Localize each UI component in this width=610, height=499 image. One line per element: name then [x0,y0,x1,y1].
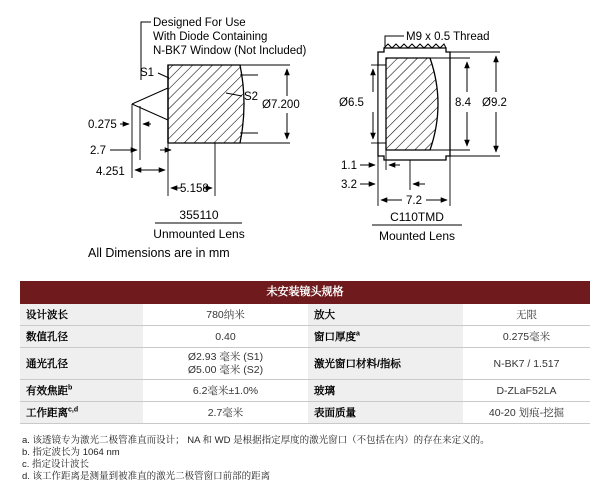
footnote-marker: c,d [68,406,79,414]
spec-value: 0.275毫米 [463,326,590,348]
spec-value: 6.2毫米±1.0% [143,380,308,402]
clear-aperture-s2: Ø5.00 毫米 (S2) [187,363,264,376]
s1-label: S1 [140,67,155,79]
table-row [20,304,590,326]
lens-offset-label: 3.2 [341,179,357,191]
spec-label: 窗口厚度$^a$ [308,326,463,348]
unmounted-caption: Unmounted Lens [153,227,245,241]
thread-label: M9 x 0.5 Thread [406,31,490,43]
back-focal-label: 4.251 [96,166,125,178]
spec-label: 表面质量 [308,402,463,424]
footnote-c: c. 指定设计波长 [22,459,90,470]
spec-value: 40-20 划痕-挖掘 [463,402,590,424]
working-distance-label: 2.7 [90,145,106,157]
spec-value: N-BK7 / 1.517 [463,348,590,380]
spec-value: 2.7毫米 [143,402,308,424]
mounted-caption: Mounted Lens [378,229,456,243]
footnote-b: b. 指定波长为 1064 nm [22,447,120,458]
spec-value: 无限 [463,304,590,326]
table-row [20,380,590,402]
unmounted-part-number: 355110 [179,208,219,222]
footnote-d: d. 该工作距离是测量到被准直的激光二极管窗口前部的距离 [22,471,271,482]
unmounted-lens-body [168,65,244,143]
unmounted-diameter-label: Ø7.200 [262,99,300,111]
table-row [20,402,590,424]
spec-label: 工作距离$^{c,d}$ [20,402,143,424]
mounted-part-number: C110TMD [390,210,444,224]
clear-aperture-s1: Ø2.93 毫米 (S1) [187,350,264,363]
spec-label: 设计波长 [20,304,143,326]
lens-length-label: 5.158 [180,183,209,195]
spec-label: 有效焦距$^b$ [20,380,143,402]
mounted-lens-body [386,58,438,150]
spec-value: 780纳米 [143,304,308,326]
designed-note-line-1: Designed For Use [153,17,246,29]
footnote-a: a. 该透镜专为激光二极管准直而设计； NA 和 WD 是根据指定厚度的激光窗口（不包括在内）的存在来定义的。 [22,435,490,446]
bore-diameter-label: Ø6.5 [339,97,364,109]
units-note: All Dimensions are in mm [88,246,230,260]
mount-diameter-label: Ø9.2 [482,97,507,109]
flange-label: 1.1 [341,160,357,172]
table-row [20,348,590,380]
designed-note-line-2: With Diode Containing [153,31,268,43]
footnote-marker: b [68,384,73,392]
spec-value [143,348,308,380]
specs-table [20,281,590,424]
footnote-marker: a [356,330,360,338]
spec-value: D-ZLaF52LA [463,380,590,402]
spec-label: 激光窗口材料/指标 [308,348,463,380]
spec-label: 放大 [308,304,463,326]
table-row [20,326,590,348]
designed-note-line-3: N-BK7 Window (Not Included) [153,45,307,57]
footnotes [22,435,602,483]
lens-height-label: 8.4 [455,97,471,109]
mounted-lens-drawing [339,31,507,243]
specs-title: 未安装镜头规格 [20,281,590,304]
spec-label: 通光孔径 [20,348,143,380]
s2-label: S2 [244,91,259,103]
spec-label: 玻璃 [308,380,463,402]
mount-length-label: 7.2 [406,195,422,207]
unmounted-lens-drawing [88,17,307,260]
spec-label: 数值孔径 [20,326,143,348]
window-thickness-label: 0.275 [88,119,117,131]
spec-value: 0.40 [143,326,308,348]
